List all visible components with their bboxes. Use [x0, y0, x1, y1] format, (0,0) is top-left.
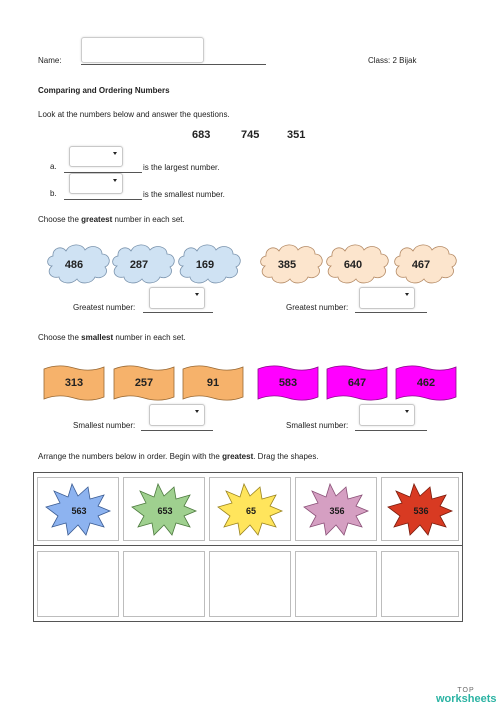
number-745: 745 [241, 129, 260, 141]
question-b-dropdown[interactable] [69, 173, 123, 194]
greatest-dropdown-2[interactable] [359, 287, 415, 309]
svg-text:356: 356 [329, 506, 345, 516]
section4-instruction: Arrange the numbers below in order. Begin with the greatest. Drag the shapes. [38, 452, 319, 461]
svg-text:65: 65 [245, 506, 257, 516]
question-a-dropdown[interactable] [69, 146, 123, 167]
number-351: 351 [287, 129, 306, 141]
greatest-underline-2 [355, 312, 427, 313]
flag-257 [114, 366, 174, 400]
chevron-down-icon [113, 152, 117, 155]
drop-cell-3[interactable] [209, 551, 291, 617]
svg-text:563: 563 [71, 506, 87, 516]
flag-91 [183, 366, 243, 400]
smallest-underline-2 [355, 430, 427, 431]
cloud-640 [327, 245, 389, 283]
flag-313 [44, 366, 104, 400]
question-a-marker: a. [50, 162, 57, 171]
svg-text:91: 91 [206, 377, 220, 389]
star-536[interactable] [388, 484, 452, 535]
svg-text:169: 169 [195, 259, 215, 271]
svg-text:257: 257 [134, 377, 154, 389]
drop-cell-1[interactable] [37, 551, 119, 617]
question-b-text: is the smallest number. [143, 190, 225, 199]
greatest-label-2: Greatest number: [286, 303, 349, 312]
flag-462 [396, 366, 456, 400]
star-shapes [0, 477, 500, 541]
chevron-down-icon [113, 179, 117, 182]
star-653[interactable] [132, 484, 196, 535]
flag-sets [0, 363, 500, 403]
class-label: Class: 2 Bijak [368, 56, 417, 65]
svg-text:583: 583 [278, 377, 298, 389]
cloud-486 [48, 245, 110, 283]
number-683: 683 [192, 129, 211, 141]
svg-text:640: 640 [343, 259, 363, 271]
svg-text:467: 467 [411, 259, 431, 271]
name-underline [81, 64, 266, 65]
section2-instruction: Choose the greatest number in each set. [38, 215, 185, 224]
chevron-down-icon [195, 293, 199, 296]
question-a-text: is the largest number. [143, 163, 220, 172]
star-356[interactable] [304, 484, 368, 535]
greatest-underline-1 [143, 312, 213, 313]
ordering-table-divider [33, 545, 463, 546]
svg-text:486: 486 [64, 259, 84, 271]
drop-cell-2[interactable] [123, 551, 205, 617]
star-65[interactable] [218, 484, 282, 535]
smallest-dropdown-2[interactable] [359, 404, 415, 426]
name-label: Name: [38, 56, 62, 65]
svg-text:647: 647 [347, 377, 367, 389]
question-b-underline [64, 199, 142, 200]
greatest-dropdown-1[interactable] [149, 287, 205, 309]
flag-583 [258, 366, 318, 400]
smallest-underline-1 [141, 430, 213, 431]
cloud-287 [113, 245, 175, 283]
chevron-down-icon [405, 293, 409, 296]
svg-text:462: 462 [416, 377, 436, 389]
svg-text:287: 287 [129, 259, 149, 271]
cloud-467 [395, 245, 457, 283]
section3-instruction: Choose the smallest number in each set. [38, 333, 186, 342]
question-b-marker: b. [50, 189, 57, 198]
star-563[interactable] [46, 484, 110, 535]
smallest-dropdown-1[interactable] [149, 404, 205, 426]
greatest-label-1: Greatest number: [73, 303, 136, 312]
smallest-label-1: Smallest number: [73, 421, 136, 430]
flag-647 [327, 366, 387, 400]
chevron-down-icon [195, 410, 199, 413]
cloud-sets [0, 240, 500, 290]
cloud-385 [261, 245, 323, 283]
chevron-down-icon [405, 410, 409, 413]
drop-cell-5[interactable] [381, 551, 459, 617]
topworksheets-logo: TOP worksheets [436, 687, 497, 705]
svg-text:313: 313 [64, 377, 84, 389]
worksheet-title: Comparing and Ordering Numbers [38, 86, 170, 95]
svg-text:385: 385 [277, 259, 297, 271]
section1-instruction: Look at the numbers below and answer the questions. [38, 110, 230, 119]
smallest-label-2: Smallest number: [286, 421, 349, 430]
svg-text:653: 653 [157, 506, 173, 516]
drop-cell-4[interactable] [295, 551, 377, 617]
svg-text:536: 536 [413, 506, 429, 516]
cloud-169 [179, 245, 241, 283]
name-input[interactable] [81, 37, 204, 63]
